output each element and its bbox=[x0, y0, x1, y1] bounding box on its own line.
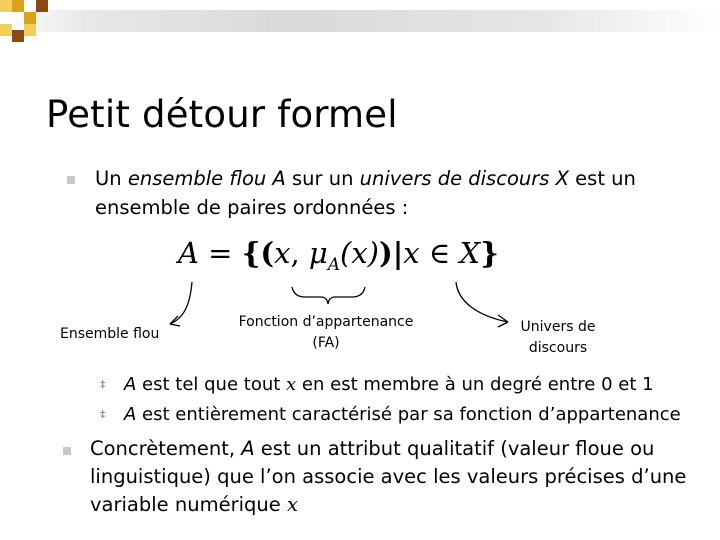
bullet-2-line-1 bbox=[90, 434, 654, 463]
formula-part: ∈ bbox=[419, 236, 460, 270]
bullet-2-line-3 bbox=[90, 490, 298, 519]
formula-part: )| bbox=[379, 236, 404, 270]
text-run-variable: x bbox=[286, 493, 298, 516]
text-run-italic: A bbox=[124, 404, 137, 425]
bullet-1-line-2: ensemble de paires ordonnées : bbox=[95, 196, 409, 219]
sub-bullet-marker: ‡ bbox=[100, 408, 106, 421]
label-ensemble-flou: Ensemble flou bbox=[60, 326, 160, 342]
formula-part: , bbox=[290, 236, 309, 270]
bullet-marker bbox=[63, 447, 71, 455]
formula-part: } bbox=[480, 236, 499, 270]
formula-part: X bbox=[459, 236, 481, 270]
formula-subscript: A bbox=[327, 254, 341, 275]
text-run: Concrètement, bbox=[90, 437, 242, 460]
formula-part: μ bbox=[308, 236, 328, 270]
formula-part: (x) bbox=[340, 236, 379, 270]
label-line: Fonction d’appartenance bbox=[238, 314, 414, 330]
text-run: Un bbox=[95, 167, 128, 190]
text-run-italic: A bbox=[124, 374, 137, 395]
label-fonction-appartenance bbox=[228, 312, 424, 354]
text-run: en est membre à un degré entre 0 et 1 bbox=[296, 374, 654, 395]
formula-part: A bbox=[178, 236, 199, 270]
formula-part: = bbox=[198, 236, 242, 270]
text-run: est tel que tout bbox=[136, 374, 287, 395]
label-line: discours bbox=[528, 340, 588, 356]
label-line: Univers de bbox=[520, 319, 596, 335]
text-run: est un bbox=[568, 167, 636, 190]
slide-title: Petit détour formel bbox=[46, 93, 398, 136]
sub-bullet-marker: ‡ bbox=[100, 378, 106, 391]
text-run: est entièrement caractérisé par sa fonction d’appartenance bbox=[136, 404, 681, 425]
sub-bullet-2 bbox=[124, 401, 681, 428]
label-line: (FA) bbox=[312, 335, 340, 351]
text-run: variable numérique bbox=[90, 493, 287, 516]
text-run-italic: A bbox=[241, 437, 255, 460]
formula-part: {( bbox=[241, 236, 275, 270]
text-run: sur un bbox=[285, 167, 360, 190]
left-arrow bbox=[170, 282, 192, 324]
formula-part: x bbox=[274, 236, 291, 270]
text-run-italic: univers de discours X bbox=[359, 167, 569, 190]
text-run-variable: x bbox=[286, 374, 297, 395]
sub-bullet-1 bbox=[124, 371, 654, 398]
formula-part: x bbox=[403, 236, 420, 270]
text-run-italic: ensemble flou A bbox=[127, 167, 286, 190]
brace bbox=[292, 287, 365, 304]
text-run: est un attribut qualitatif (valeur floue ou bbox=[254, 437, 655, 460]
bullet-2-line-2: linguistique) que l’on associe avec les valeurs précises d’une bbox=[90, 465, 687, 488]
label-univers-discours bbox=[510, 317, 606, 359]
